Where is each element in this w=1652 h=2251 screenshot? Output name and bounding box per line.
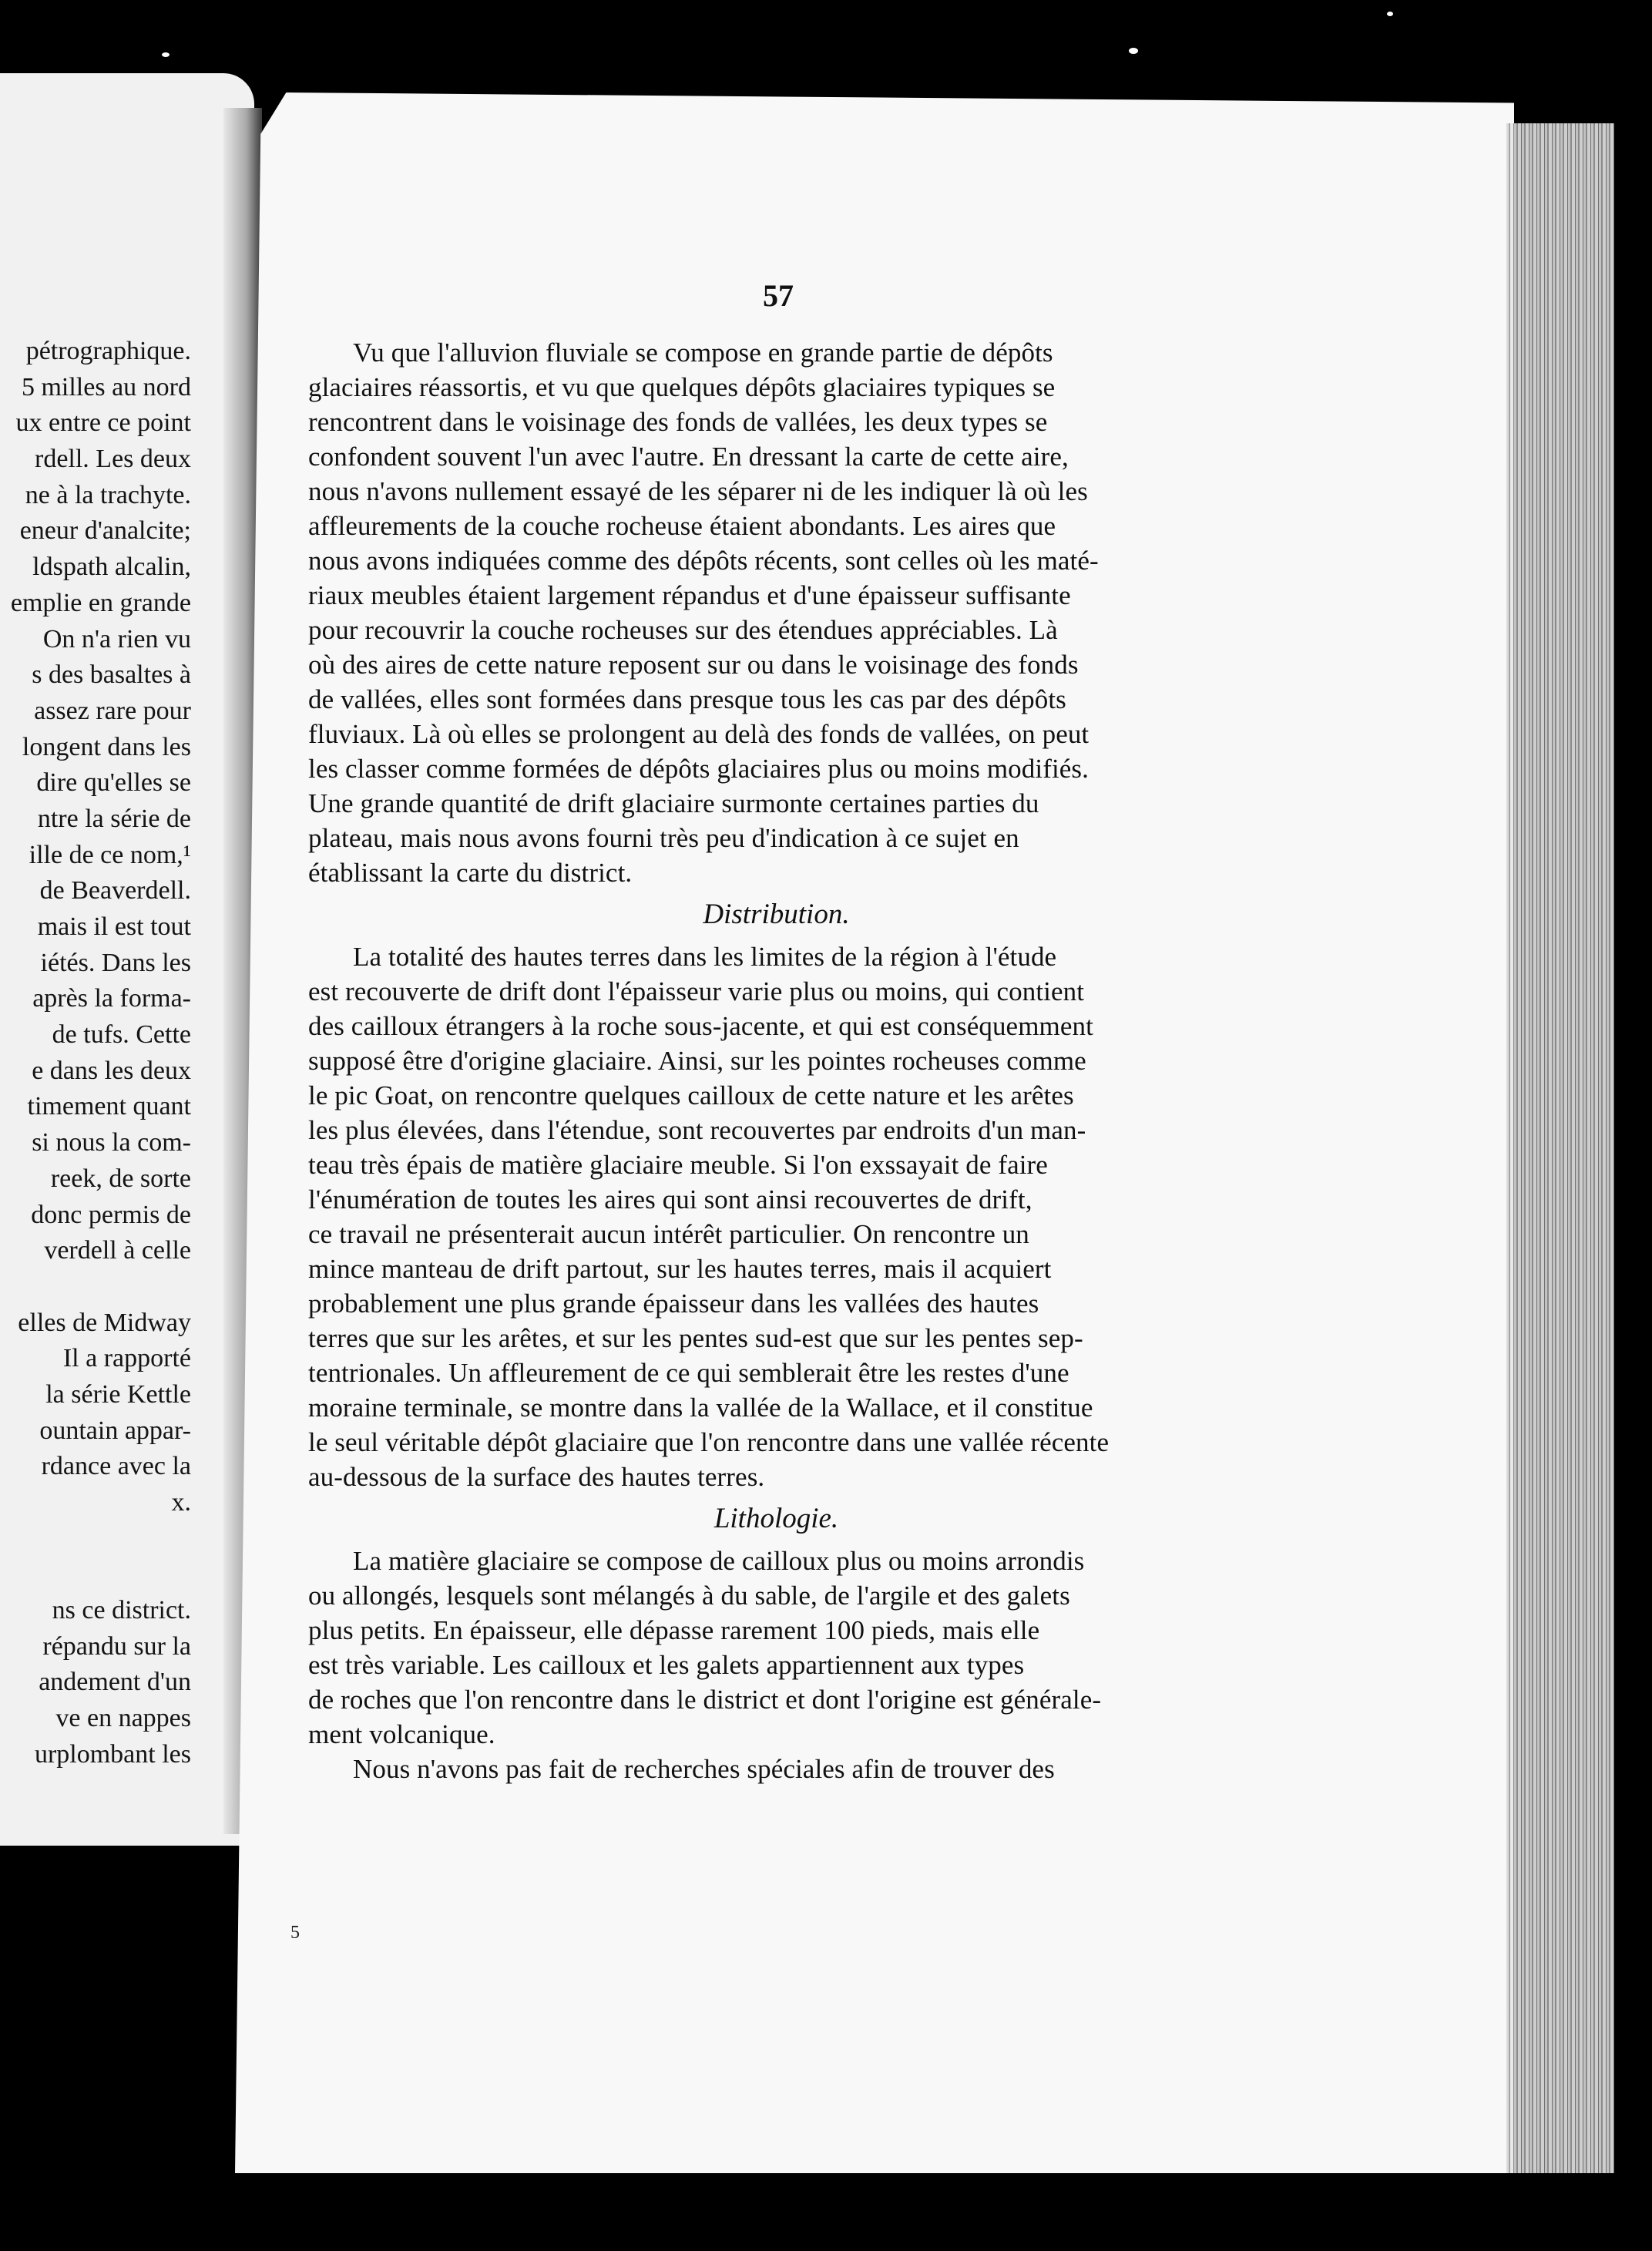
text-line: fluviaux. Là où elles se prolongent au delà des fonds de vallées, on peut: [308, 719, 1090, 749]
text-line: donc permis de: [31, 1200, 191, 1229]
text-line: les classer comme formées de dépôts glaciaires plus ou moins modifiés.: [308, 754, 1089, 784]
text-line: iétés. Dans les: [40, 948, 191, 977]
text-line: rdance avec la: [41, 1452, 191, 1481]
text-line: urplombant les: [34, 1739, 191, 1769]
text-line: glaciaires réassortis, et vu que quelques dépôts glaciaires typiques se: [308, 372, 1056, 402]
text-line: est recouverte de drift dont l'épaisseur varie plus ou moins, qui contient: [308, 976, 1085, 1006]
paragraph-distribution: [308, 939, 1244, 1494]
text-line: des cailloux étrangers à la roche sous-jacente, et qui est conséquemment: [308, 1011, 1093, 1041]
text-line: terres que sur les arêtes, et sur les pentes sud-est que sur les pentes sep-: [308, 1323, 1083, 1353]
text-line: ce travail ne présenterait aucun intérêt particulier. On rencontre un: [308, 1219, 1029, 1249]
text-line: tentrionales. Un affleurement de ce qui semblerait être les restes d'une: [308, 1358, 1069, 1388]
text-line: confondent souvent l'un avec l'autre. En dressant la carte de cette aire,: [308, 442, 1069, 472]
text-line: ns ce district.: [52, 1596, 191, 1625]
text-line: où des aires de cette nature reposent sur ou dans le voisinage des fonds: [308, 650, 1079, 680]
text-line: nous n'avons nullement essayé de les séparer ni de les indiquer là où les: [308, 476, 1088, 506]
text-line: pour recouvrir la couche rocheuses sur des étendues appréciables. Là: [308, 615, 1058, 645]
text-line: Vu que l'alluvion fluviale se compose en grande partie de dépôts: [353, 338, 1053, 368]
text-line: affleurements de la couche rocheuse étaient abondants. Les aires que: [308, 511, 1056, 541]
text-line: elles de Midway: [18, 1308, 191, 1337]
text-line: rdell. Les deux: [35, 445, 191, 474]
text-line: le pic Goat, on rencontre quelques cailloux de cette nature et les arêtes: [308, 1080, 1074, 1110]
text-line: de Beaverdell.: [39, 876, 191, 905]
text-line: assez rare pour: [34, 696, 191, 725]
text-line: La totalité des hautes terres dans les limites de la région à l'étude: [353, 942, 1057, 972]
text-line: [0, 1269, 191, 1305]
text-line: le seul véritable dépôt glaciaire que l'on rencontre dans une vallée récente: [308, 1427, 1110, 1457]
page-body: [308, 335, 1244, 1786]
text-line: ve en nappes: [55, 1704, 191, 1733]
text-line: [0, 1557, 191, 1593]
film-speck: [1129, 48, 1138, 54]
book-page-edges: [1506, 123, 1630, 2173]
text-line: est très variable. Les cailloux et les galets appartiennent aux types: [308, 1650, 1025, 1680]
text-line: les plus élevées, dans l'étendue, sont recouvertes par endroits d'un man-: [308, 1115, 1086, 1145]
text-line: Il a rapporté: [62, 1344, 191, 1373]
text-line: plateau, mais nous avons fourni très peu d'indication à ce sujet en: [308, 823, 1019, 853]
paragraph-recherches: [308, 1752, 1244, 1786]
text-line: après la forma-: [32, 984, 191, 1013]
text-line: probablement une plus grande épaisseur dans les vallées des hautes: [308, 1288, 1039, 1319]
text-line: moraine terminale, se montre dans la vallée de la Wallace, et il constitue: [308, 1393, 1093, 1423]
heading-lithologie: Lithologie.: [714, 1503, 839, 1534]
text-line: verdell à celle: [44, 1236, 191, 1265]
text-line: ille de ce nom,¹: [29, 840, 191, 869]
paragraph-lithologie: [308, 1544, 1244, 1752]
text-line: andement d'un: [39, 1668, 191, 1697]
signature-mark: 5: [290, 1923, 300, 1943]
heading-distribution: Distribution.: [703, 899, 850, 930]
text-line: au-dessous de la surface des hautes terres.: [308, 1462, 765, 1492]
text-line: pétrographique.: [25, 337, 191, 365]
text-line: longent dans les: [22, 732, 191, 761]
text-line: de roches que l'on rencontre dans le district et dont l'origine est générale-: [308, 1685, 1102, 1715]
text-line: ment volcanique.: [308, 1719, 495, 1749]
text-line: x.: [171, 1488, 191, 1517]
page-number: 57: [763, 278, 794, 313]
text-line: ntre la série de: [37, 804, 191, 833]
text-line: répandu sur la: [42, 1631, 191, 1661]
text-line: nous avons indiquées comme des dépôts récents, sont celles où les maté-: [308, 546, 1099, 576]
book-edge-shadow: [1614, 123, 1652, 2173]
text-line: dire qu'elles se: [36, 768, 191, 798]
text-line: de tufs. Cette: [52, 1020, 191, 1050]
text-line: riaux meubles étaient largement répandus et d'une épaisseur suffisante: [308, 580, 1071, 610]
text-line: Une grande quantité de drift glaciaire surmonte certaines parties du: [308, 788, 1039, 818]
text-line: 5 milles au nord: [21, 372, 191, 401]
text-line: mince manteau de drift partout, sur les hautes terres, mais il acquiert: [308, 1254, 1052, 1284]
text-line: La matière glaciaire se compose de cailloux plus ou moins arrondis: [353, 1546, 1085, 1576]
text-line: de vallées, elles sont formées dans presque tous les cas par des dépôts: [308, 684, 1066, 714]
text-line: timement quant: [27, 1092, 191, 1121]
text-line: ountain appar-: [39, 1416, 191, 1445]
text-line: reek, de sorte: [50, 1164, 191, 1193]
text-line: supposé être d'origine glaciaire. Ainsi, sur les pointes rocheuses comme: [308, 1046, 1086, 1076]
text-line: ne à la trachyte.: [25, 480, 191, 509]
text-line: mais il est tout: [37, 912, 191, 941]
text-line: ou allongés, lesquels sont mélangés à du sable, de l'argile et des galets: [308, 1581, 1070, 1611]
text-line: la série Kettle: [45, 1379, 191, 1409]
text-line: ldspath alcalin,: [32, 553, 191, 582]
left-page-text: [0, 334, 191, 1773]
text-line: e dans les deux: [32, 1056, 191, 1085]
text-line: ux entre ce point: [15, 408, 191, 438]
paragraph-intro: [308, 335, 1244, 890]
text-line: On n'a rien vu: [42, 624, 191, 653]
text-line: l'énumération de toutes les aires qui sont ainsi recouvertes de drift,: [308, 1184, 1032, 1215]
text-line: s des basaltes à: [32, 660, 191, 690]
text-line: teau très épais de matière glaciaire meuble. Si l'on exssayait de faire: [308, 1150, 1048, 1180]
text-line: emplie en grande: [10, 588, 191, 617]
text-line: si nous la com-: [32, 1128, 191, 1157]
text-line: Nous n'avons pas fait de recherches spéciales afin de trouver des: [353, 1754, 1055, 1784]
text-line: eneur d'analcite;: [19, 516, 191, 546]
film-speck: [1387, 12, 1393, 16]
left-page: [0, 73, 254, 1846]
film-speck: [162, 52, 170, 57]
text-line: établissant la carte du district.: [308, 858, 633, 888]
text-line: [0, 1521, 191, 1557]
text-line: plus petits. En épaisseur, elle dépasse rarement 100 pieds, mais elle: [308, 1615, 1040, 1645]
text-line: rencontrent dans le voisinage des fonds de vallées, les deux types se: [308, 407, 1048, 437]
